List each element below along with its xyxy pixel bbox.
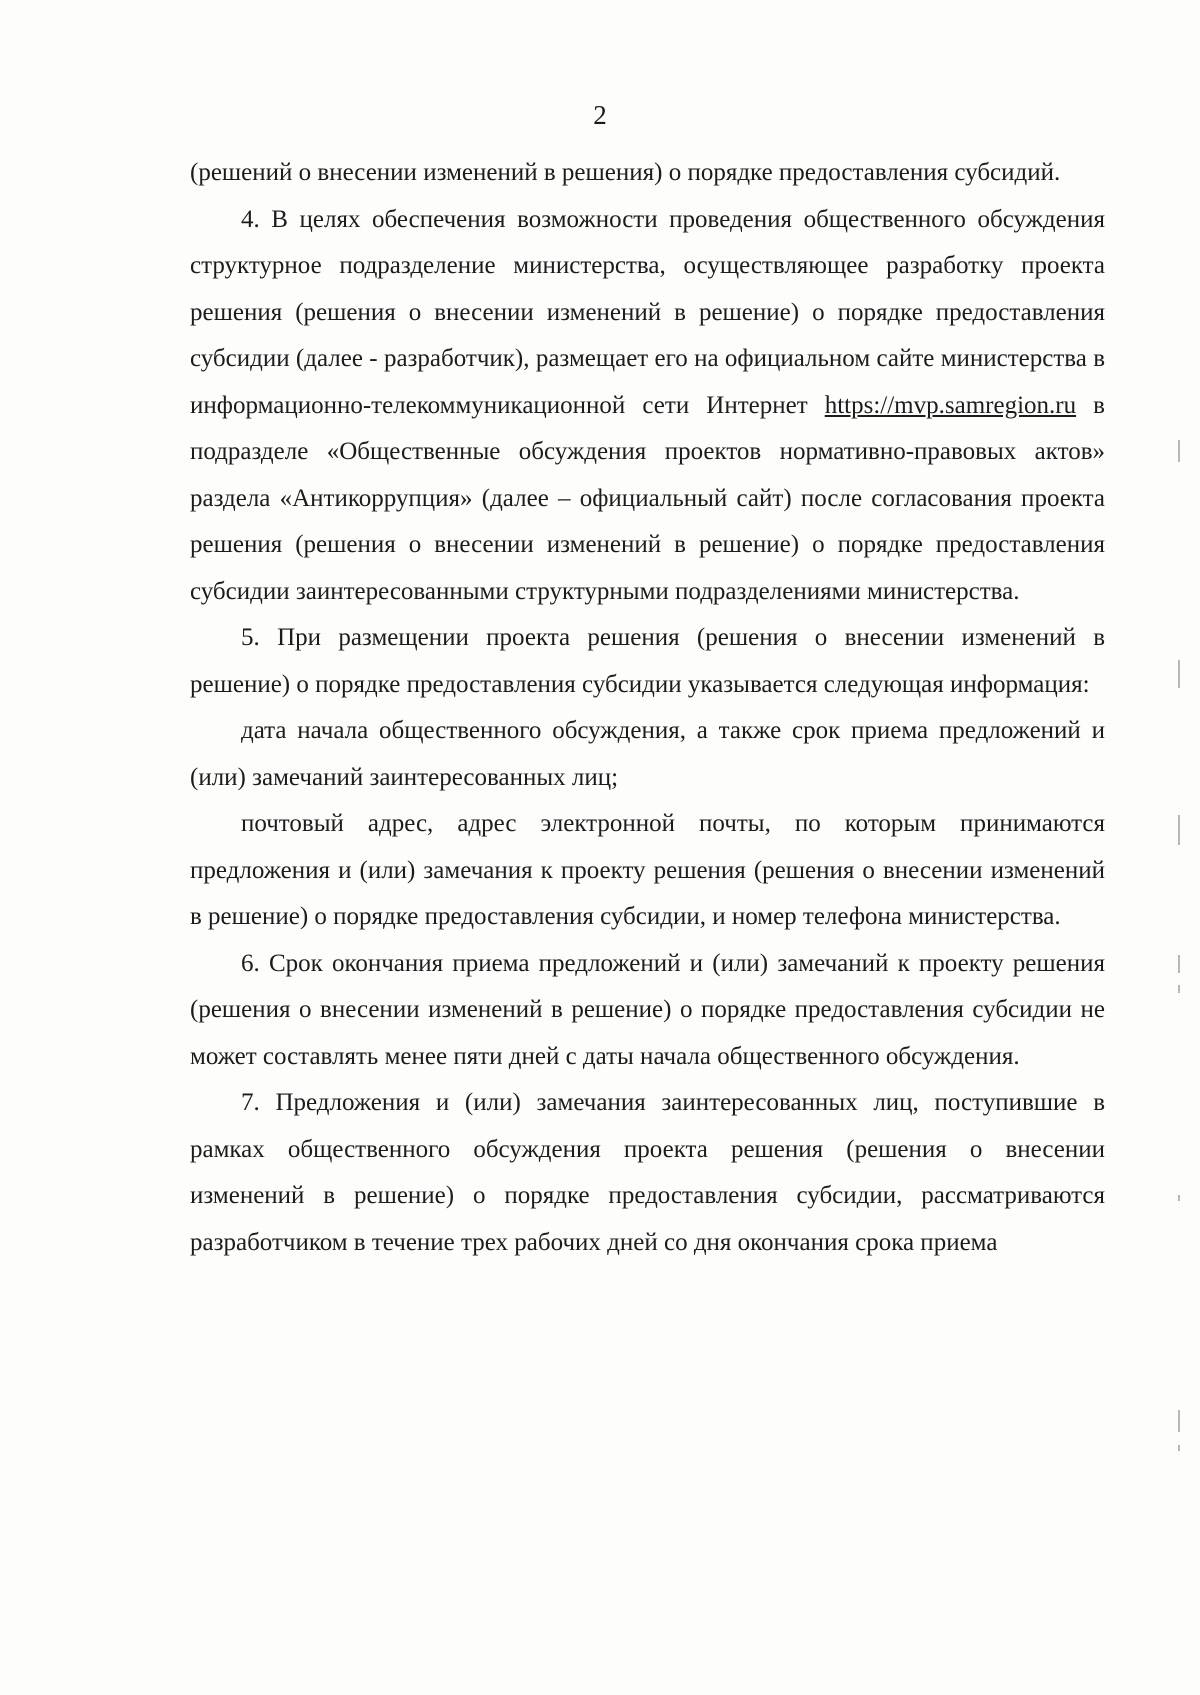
scan-mark: [1178, 440, 1180, 462]
paragraph-info-date: дата начала общественного обсуждения, а также срок приема предложений и (или) замечаний заинтересованных лиц;: [190, 717, 1105, 791]
paragraph-item-4-text-end: в подразделе «Общественные обсуждения проектов нормативно-правовых актов» раздела «Антикоррупция» (далее – официальный сайт) после согласования проекта решения (решения о внесении изменений в решение) о порядке предоставления субсидии заинтересованными структурными подразделениями министерства.: [190, 391, 1105, 605]
paragraph-item-7: 7. Предложения и (или) замечания заинтересованных лиц, поступившие в рамках общественного обсуждения проекта решения (решения о внесении изменений в решение) о порядке предоставления субсидии, рассматриваются разработчиком в течение трех рабочих дней со дня окончания срока приема: [190, 1089, 1105, 1256]
paragraph-item-6: 6. Срок окончания приема предложений и (или) замечаний к проекту решения (решения о внесении изменений в решение) о порядке предоставления субсидии не может составлять менее пяти дней с даты начала общественного обсуждения.: [190, 949, 1105, 1070]
paragraph-continuation: (решений о внесении изменений в решения) о порядке предоставления субсидий.: [190, 159, 1061, 186]
scan-mark: [1178, 1195, 1180, 1201]
scan-mark: [1178, 815, 1180, 845]
scan-mark: [1178, 985, 1180, 993]
website-link[interactable]: https://mvp.samregion.ru: [824, 391, 1077, 419]
scan-mark: [1178, 955, 1180, 973]
document-body: [190, 150, 1105, 1266]
scan-mark: [1178, 1410, 1180, 1432]
paragraph-info-address: почтовый адрес, адрес электронной почты, по которым принимаются предложения и (или) замечания к проекту решения (решения о внесении изменений в решение) о порядке предоставления субсидии, и номер телефона министерства.: [190, 810, 1105, 930]
page-number: 2: [593, 100, 607, 130]
paragraph-item-4: [190, 197, 1105, 616]
paragraph-item-5: 5. При размещении проекта решения (решения о внесении изменений в решение) о порядке предоставления субсидии указывается следующая информация:: [190, 624, 1105, 698]
scan-mark: [1178, 660, 1180, 688]
paragraph-item-4-text-start: 4. В целях обеспечения возможности проведения общественного обсуждения структурное подразделение министерства, осуществляющее разработку проекта решения (решения о внесении изменений в решение) о порядке предоставления субсидии (далее - разработчик), размещает его на официальном сайте министерства в информационно-телекоммуникационной сети Интернет: [190, 205, 1105, 419]
scan-mark: [1178, 1445, 1180, 1451]
